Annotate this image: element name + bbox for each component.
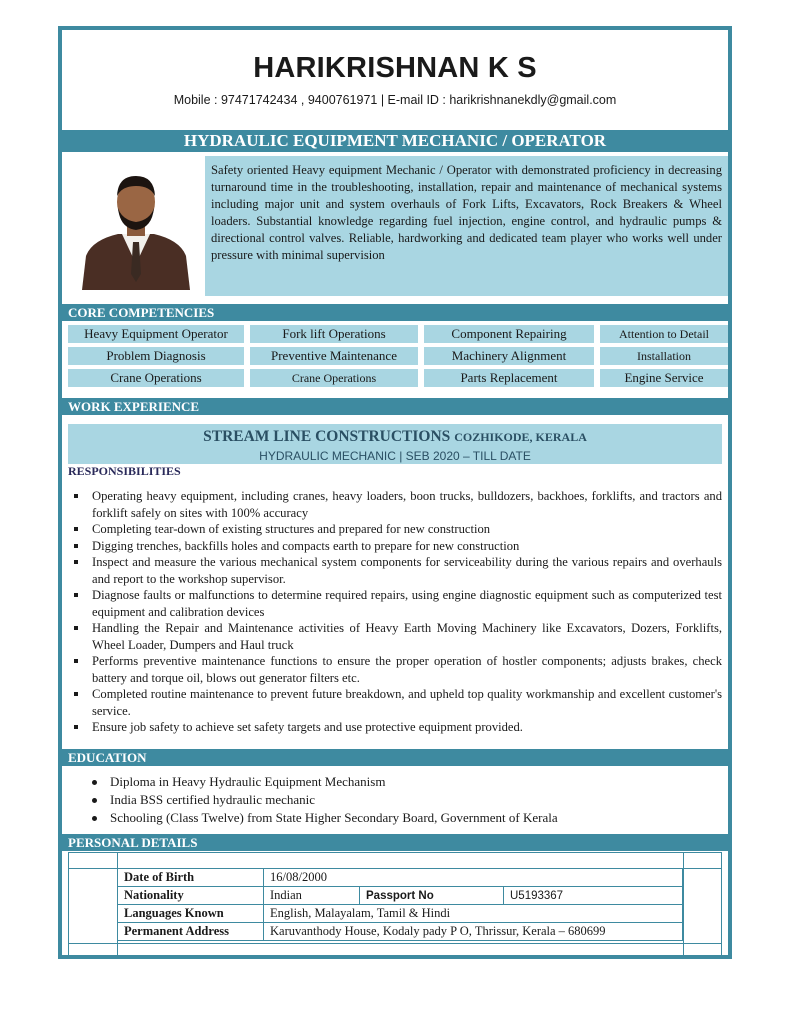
list-item: Handling the Repair and Maintenance activities of Heavy Earth Moving Machinery like Excavators, Dozers, Forklifts, Wheel Loader, Dumpers and Haul truck bbox=[72, 620, 722, 653]
personal-details-heading: PERSONAL DETAILS bbox=[62, 834, 728, 851]
education-heading: EDUCATION bbox=[62, 749, 728, 766]
list-item: Digging trenches, backfills holes and compacts earth to prepare for new construction bbox=[72, 538, 722, 555]
job-role-dates: HYDRAULIC MECHANIC | SEB 2020 – TILL DATE bbox=[259, 449, 531, 463]
competency-cell: Fork lift Operations bbox=[250, 325, 418, 343]
list-item: Ensure job safety to achieve set safety targets and use protective equipment provided. bbox=[72, 719, 722, 736]
professional-summary: Safety oriented Heavy equipment Mechanic / Operator with demonstrated proficiency in decreasing turnaround time in the troubleshooting, installation, repair and maintenance of mechanical systems including major unit and system overhauls of Fork Lifts, Excavators, Rock Breakers & Wheel loaders. Substantial knowledge regarding fuel injection, engine control, and hydraulic pumps & directional control valves. Reliable, hardworking and dedicated team player who works well under pressure with minimal supervision bbox=[211, 163, 722, 262]
competency-cell: Attention to Detail bbox=[600, 325, 728, 343]
competency-cell: Component Repairing bbox=[424, 325, 594, 343]
list-item: Performs preventive maintenance functions to ensure the proper operation of hostler components; adjusts brakes, check battery and torque oil, blows out generator filters etc. bbox=[72, 653, 722, 686]
education-list bbox=[90, 773, 558, 827]
dob-value: 16/08/2000 bbox=[264, 869, 683, 887]
languages-label: Languages Known bbox=[118, 905, 264, 923]
address-label: Permanent Address bbox=[118, 923, 264, 941]
dob-label: Date of Birth bbox=[118, 869, 264, 887]
divider bbox=[69, 943, 721, 944]
table-row bbox=[118, 887, 683, 905]
core-competencies-heading: CORE COMPETENCIES bbox=[62, 304, 728, 321]
list-item: Operating heavy equipment, including cranes, heavy loaders, boon trucks, bulldozers, backhoes, forklifts, and tractors and forklift safely on sites with 100% accuracy bbox=[72, 488, 722, 521]
list-item: Diagnose faults or malfunctions to determine required repairs, using engine diagnostic equipment such as computerized test equipment and calibration devices bbox=[72, 587, 722, 620]
competency-cell: Problem Diagnosis bbox=[68, 347, 244, 365]
list-item: Completing tear-down of existing structures and prepared for new construction bbox=[72, 521, 722, 538]
company-location: COZHIKODE, KERALA bbox=[454, 430, 587, 444]
nationality-value: Indian bbox=[264, 887, 360, 905]
passport-value: U5193367 bbox=[504, 887, 683, 905]
profile-photo bbox=[78, 164, 194, 290]
competency-cell: Heavy Equipment Operator bbox=[68, 325, 244, 343]
list-item: Diploma in Heavy Hydraulic Equipment Mechanism bbox=[90, 773, 558, 791]
list-item: India BSS certified hydraulic mechanic bbox=[90, 791, 558, 809]
responsibilities-heading: RESPONSIBILITIES bbox=[68, 464, 181, 478]
work-experience-heading: WORK EXPERIENCE bbox=[62, 398, 728, 415]
address-value: Karuvanthody House, Kodaly pady P O, Thrissur, Kerala – 680699 bbox=[264, 923, 683, 941]
competency-cell: Parts Replacement bbox=[424, 369, 594, 387]
person-portrait-icon bbox=[78, 164, 194, 290]
passport-label: Passport No bbox=[360, 887, 504, 905]
list-item: Inspect and measure the various mechanical system components for serviceability during the various repairs and overhauls and report to the workshop supervisor. bbox=[72, 554, 722, 587]
competency-cell: Machinery Alignment bbox=[424, 347, 594, 365]
summary-box bbox=[205, 156, 728, 296]
responsibilities-list bbox=[72, 488, 722, 736]
competency-cell: Preventive Maintenance bbox=[250, 347, 418, 365]
divider bbox=[683, 853, 684, 958]
company-band bbox=[68, 424, 722, 464]
competency-cell: Engine Service bbox=[600, 369, 728, 387]
list-item: Schooling (Class Twelve) from State Higher Secondary Board, Government of Kerala bbox=[90, 809, 558, 827]
table-row bbox=[118, 869, 683, 887]
table-row bbox=[118, 923, 683, 941]
competency-cell: Crane Operations bbox=[250, 369, 418, 387]
candidate-name: HARIKRISHNAN K S bbox=[253, 52, 537, 84]
job-title-bar: HYDRAULIC EQUIPMENT MECHANIC / OPERATOR bbox=[62, 130, 728, 152]
company-title: STREAM LINE CONSTRUCTIONS bbox=[203, 428, 451, 445]
table-row bbox=[118, 905, 683, 923]
competency-cell: Crane Operations bbox=[68, 369, 244, 387]
resume-page bbox=[58, 26, 732, 959]
list-item: Completed routine maintenance to prevent future breakdown, and upheld top quality workmanship and excellent customer's service. bbox=[72, 686, 722, 719]
nationality-label: Nationality bbox=[118, 887, 264, 905]
personal-details-box bbox=[68, 852, 722, 959]
company-name bbox=[68, 428, 722, 446]
personal-details-table bbox=[117, 868, 683, 941]
competency-cell: Installation bbox=[600, 347, 728, 365]
languages-value: English, Malayalam, Tamil & Hindi bbox=[264, 905, 683, 923]
contact-line: Mobile : 97471742434 , 9400761971 | E-mail ID : harikrishnanekdly@gmail.com bbox=[173, 93, 617, 107]
